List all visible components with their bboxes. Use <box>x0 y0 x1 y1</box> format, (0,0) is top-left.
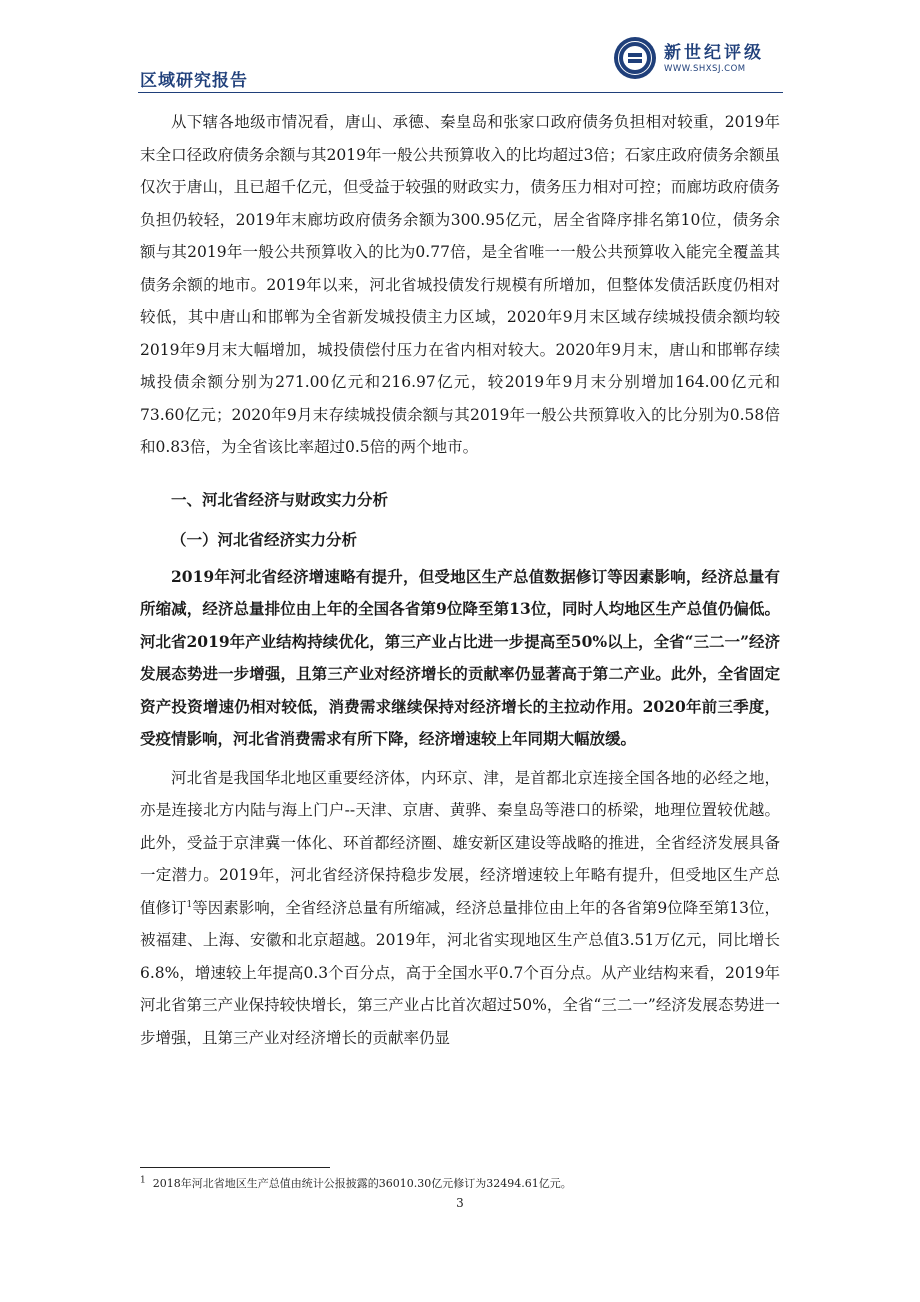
brand-logo-icon <box>613 36 657 80</box>
body-text-part-2: 等因素影响，全省经济总量有所缩减，经济总量排位由上年的各省第9位降至第13位，被福建、上海、安徽和北京超越。2019年，河北省实现地区生产总值3.51万亿元，同比增长6.8%，增速较上年提高0.3个百分点，高于全国水平0.7个百分点。从产业结构来看，2019年河北省第三产业保持较快增长，第三产业占比首次超过50%，全省“三二一”经济发展态势进一步增强，且第三产业对经济增长的贡献率仍显 <box>140 898 780 1047</box>
header-divider <box>138 92 783 93</box>
subsection-heading: （一）河北省经济实力分析 <box>171 530 358 549</box>
report-category-title: 区域研究报告 <box>140 71 248 91</box>
footnote-number: 1 <box>140 1175 146 1186</box>
body-paragraph <box>140 762 780 1055</box>
body-text-part-1: 河北省是我国华北地区重要经济体，内环京、津，是首都北京连接全国各地的必经之地，亦是连接北方内陆与海上门户--天津、京唐、黄骅、秦皇岛等港口的桥梁，地理位置较优越。此外，受益于京津冀一体化、环首都经济圈、雄安新区建设等战略的推进，全省经济发展具备一定潜力。2019年，河北省经济保持稳步发展，经济增速较上年略有提升，但受地区生产总值修订 <box>140 768 780 917</box>
footnote-divider <box>140 1167 330 1168</box>
section-heading: 一、河北省经济与财政实力分析 <box>171 489 389 509</box>
brand-name: 新世纪评级 <box>664 43 764 63</box>
footnote <box>140 1175 780 1191</box>
footnote-text: 2018年河北省地区生产总值由统计公报披露的36010.30亿元修订为32494.61亿元。 <box>152 1177 572 1190</box>
report-body <box>140 106 780 1054</box>
summary-paragraph: 2019年河北省经济增速略有提升，但受地区生产总值数据修订等因素影响，经济总量有所缩减，经济总量排位由上年的全国各省第9位降至第13位，同时人均地区生产总值仍偏低。河北省2019年产业结构持续优化，第三产业占比进一步提高至50%以上，全省“三二一”经济发展态势进一步增强，且第三产业对经济增长的贡献率仍显著高于第二产业。此外，全省固定资产投资增速仍相对较低，消费需求继续保持对经济增长的主拉动作用。2020年前三季度，受疫情影响，河北省消费需求有所下降，经济增速较上年同期大幅放缓。 <box>140 566 780 748</box>
page-number: 3 <box>456 1196 464 1210</box>
intro-paragraph: 从下辖各地级市情况看，唐山、承德、秦皇岛和张家口政府债务负担相对较重，2019年末全口径政府债务余额与其2019年一般公共预算收入的比均超过3倍；石家庄政府债务余额虽仅次于唐山，且已超千亿元，但受益于较强的财政实力，债务压力相对可控；而廊坊政府债务负担仍较轻，2019年末廊坊政府债务余额为300.95亿元，居全省降序排名第10位，债务余额与其2019年一般公共预算收入的比为0.77倍，是全省唯一一般公共预算收入能完全覆盖其债务余额的地市。2019年以来，河北省城投债发行规模有所增加，但整体发债活跃度仍相对较低，其中唐山和邯郸为全省新发城投债主力区域，2020年9月末区域存续城投债余额均较2019年9月末大幅增加，城投债偿付压力在省内相对较大。2020年9月末，唐山和邯郸存续城投债余额分别为271.00亿元和216.97亿元，较2019年9月末分别增加164.00亿元和73.60亿元；2020年9月末存续城投债余额与其2019年一般公共预算收入的比分别为0.58倍和0.83倍，为全省该比率超过0.5倍的两个地市。 <box>140 113 780 456</box>
footnote-reference[interactable]: 1 <box>186 899 193 910</box>
brand-website: WWW.SHXSJ.COM <box>664 64 746 74</box>
